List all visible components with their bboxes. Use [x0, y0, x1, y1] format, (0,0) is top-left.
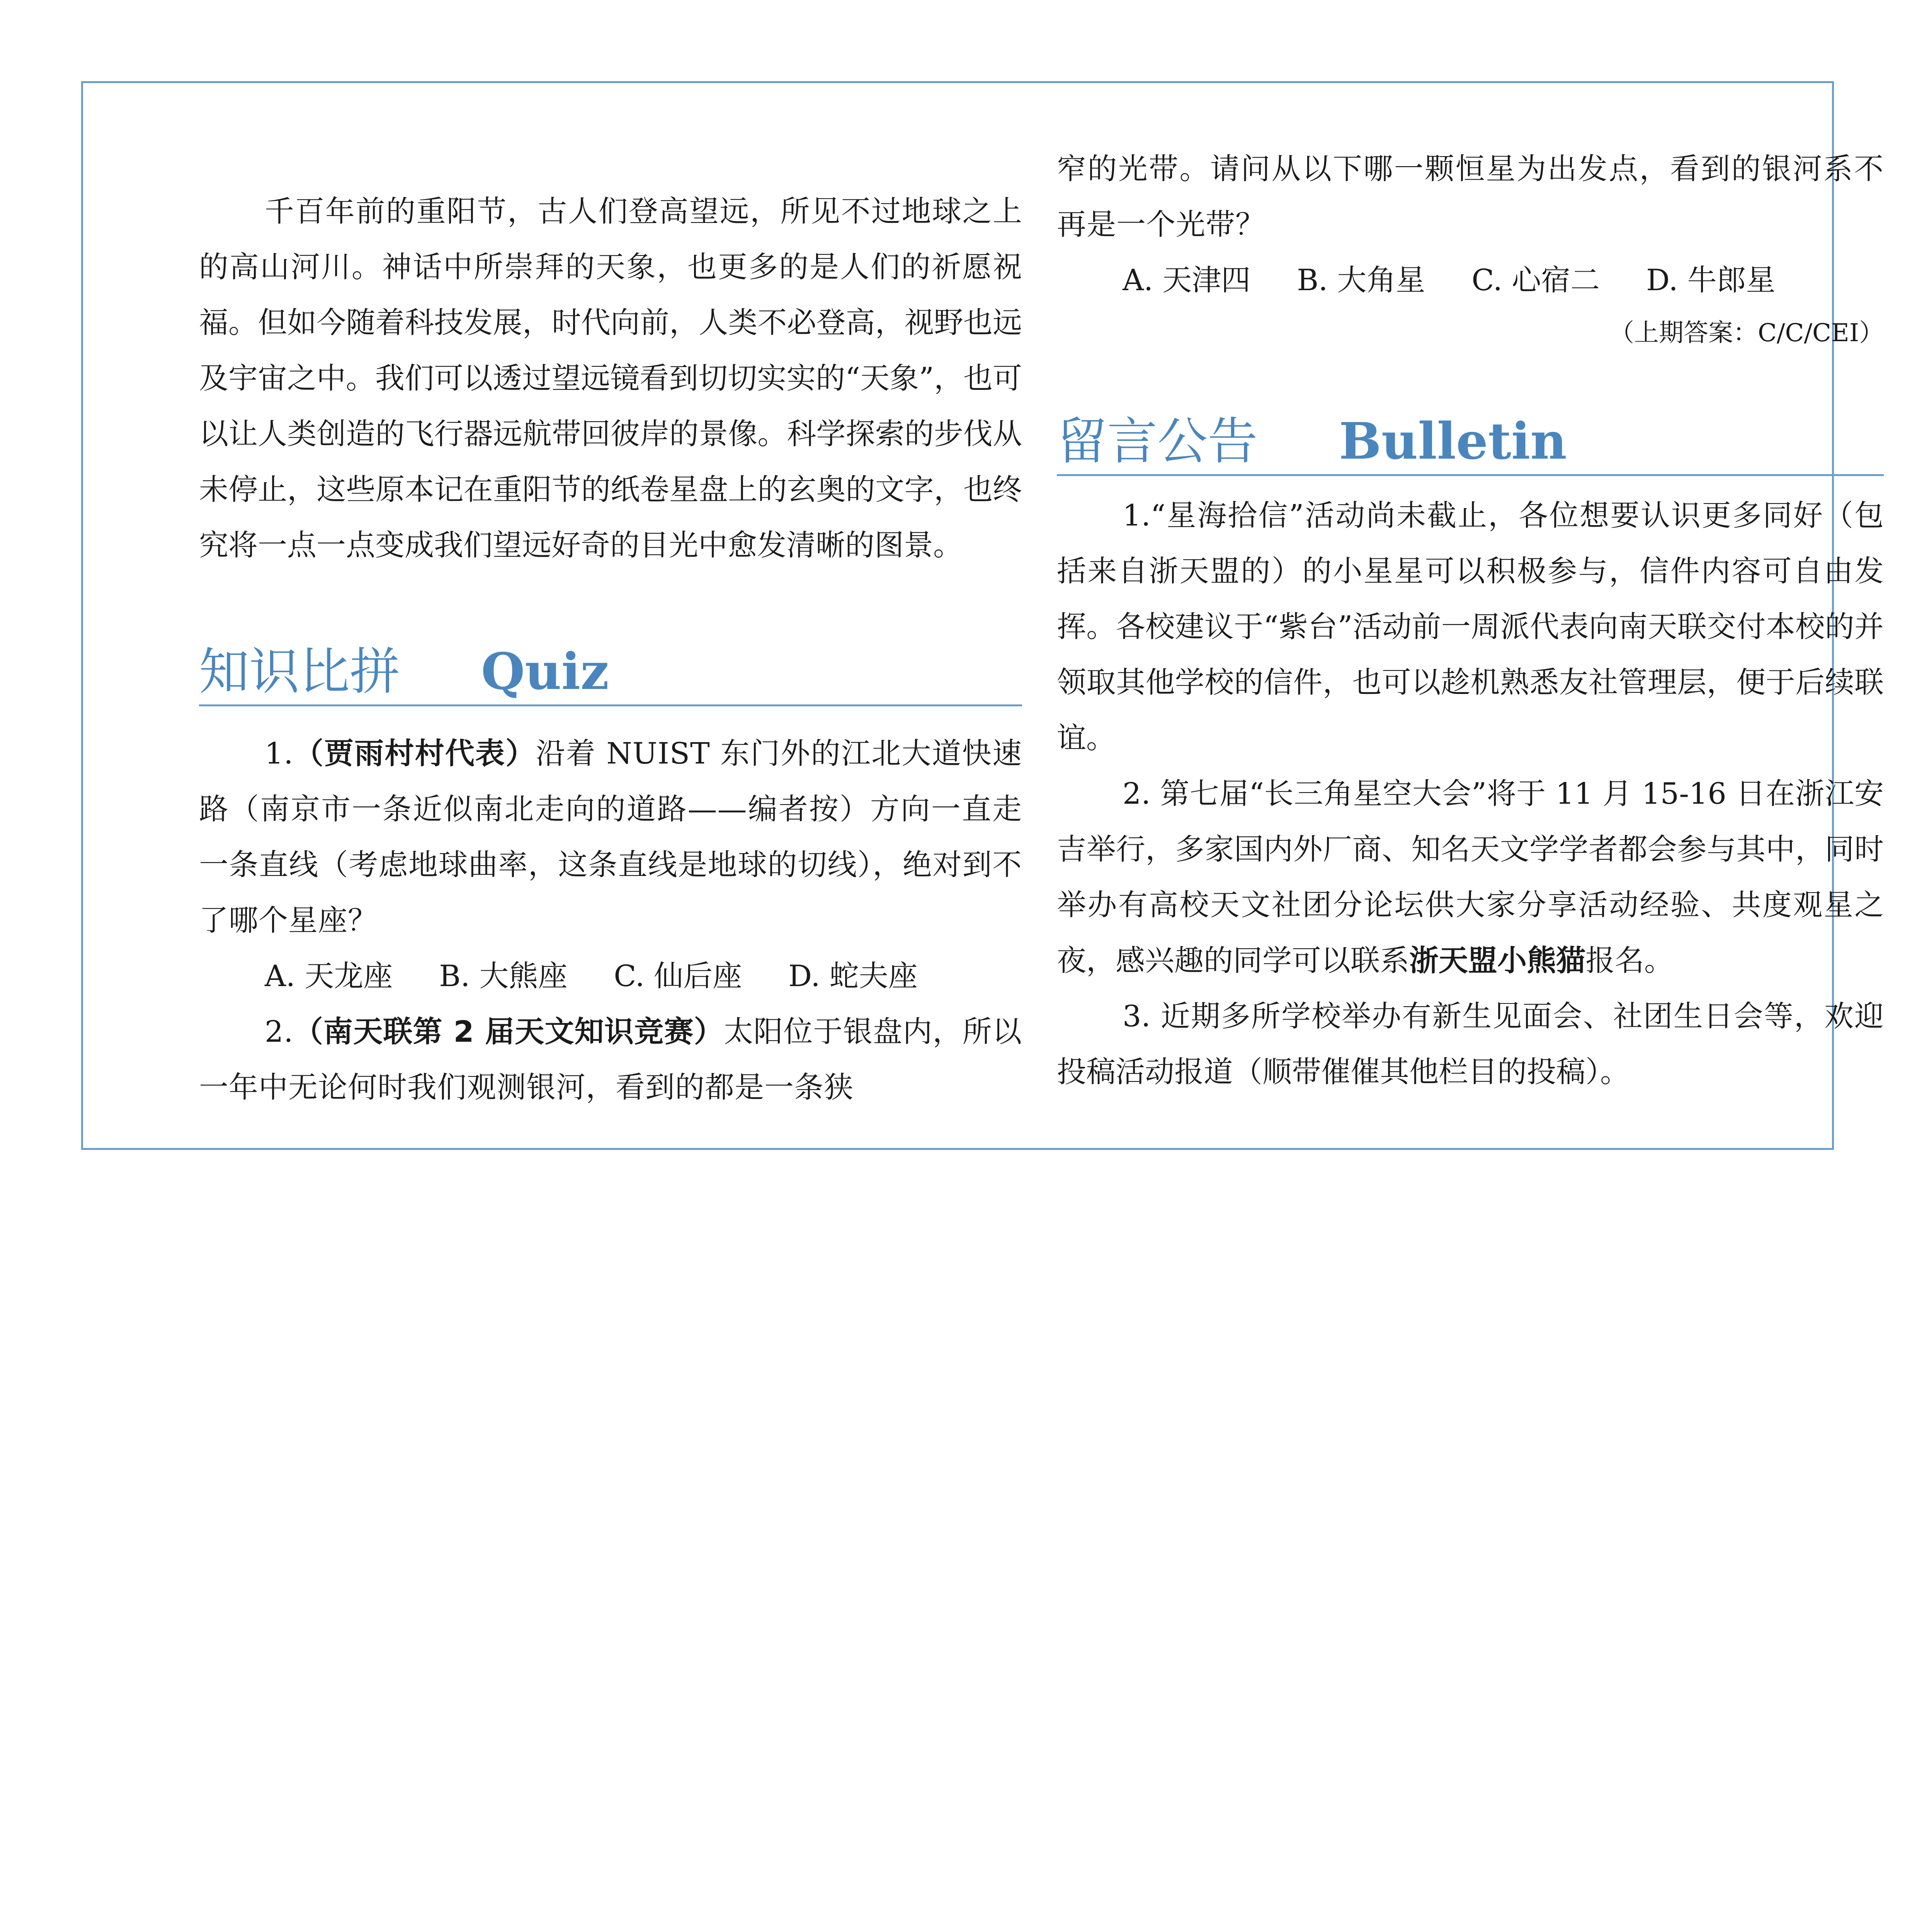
- q1-source: （贾雨村村代表）: [293, 736, 536, 770]
- quiz-question-1: [199, 726, 1022, 948]
- right-column: [1057, 151, 1884, 1100]
- bulletin-heading-zh: 留言公告: [1057, 412, 1258, 471]
- q1-option-c: C. 仙后座: [614, 959, 742, 993]
- last-issue-answer: （上期答案：C/C/CEI）: [1609, 319, 1884, 347]
- quiz-heading: [199, 635, 1022, 706]
- q2-option-d: D. 牛郎星: [1646, 263, 1776, 297]
- bulletin-item-2-end: 报名。: [1585, 943, 1674, 978]
- bulletin-heading: [1057, 405, 1884, 476]
- q2-text-left: 太阳位于银盘内，所以一年中无论何时我们观测银河，看到的都是一条狭: [199, 1014, 1022, 1104]
- content-frame: [81, 81, 1884, 1150]
- q2-number: 2.: [265, 1014, 294, 1049]
- quiz-heading-en: Quiz: [481, 642, 609, 701]
- q1-option-d: D. 蛇夫座: [788, 959, 918, 993]
- q2-option-c: C. 心宿二: [1471, 263, 1600, 297]
- intro-paragraph: 千百年前的重阳节，古人们登高望远，所见不过地球之上的高山河川。神话中所崇拜的天象，也更多的是人们的祈愿祝福。但如今随着科技发展，时代向前，人类不必登高，视野也远及宇宙之中。我们可以透过望远镜看到切切实实的“天象”，也可以让人类创造的飞行器远航带回彼岸的景像。科学探索的步伐从未停止，这些原本记在重阳节的纸卷星盘上的玄奥的文字，也终究将一点一点变成我们望远好奇的目光中愈发清晰的图景。: [199, 194, 1022, 562]
- bulletin-heading-en: Bulletin: [1339, 412, 1567, 471]
- bulletin-item-2-text: 2. 第七届“长三角星空大会”将于 11 月 15-16 日在浙江安吉举行，多家国内外厂商、知名天文学学者都会参与其中，同时举办有高校天文社团分论坛供大家分享活动经验、共度观星之夜，感兴趣的同学可以联系: [1057, 776, 1884, 978]
- left-column: [199, 184, 1022, 1115]
- q2-option-b: B. 大角星: [1297, 263, 1425, 297]
- quiz-heading-zh: 知识比拼: [199, 642, 400, 701]
- bulletin-item-2: [1057, 766, 1884, 988]
- bulletin-item-3: 3. 近期多所学校举办有新生见面会、社团生日会等，欢迎投稿活动报道（顺带催催其他栏目的投稿）。: [1057, 999, 1884, 1089]
- q2-option-a: A. 天津四: [1123, 263, 1251, 297]
- q1-text: 沿着 NUIST 东门外的江北大道快速路（南京市一条近似南北走向的道路——编者按）方向一直走一条直线（考虑地球曲率，这条直线是地球的切线），绝对到不了哪个星座？: [199, 736, 1022, 937]
- q2-text-continued: 窄的光带。请问从以下哪一颗恒星为出发点，看到的银河系不再是一个光带？: [1057, 151, 1884, 242]
- q2-source: （南天联第 2 届天文知识竞赛）: [293, 1014, 724, 1049]
- q1-number: 1.: [265, 736, 294, 770]
- bulletin-item-2-contact: 浙天盟小熊猫: [1409, 943, 1585, 978]
- q2-options: [1057, 252, 1884, 308]
- q1-option-a: A. 天龙座: [265, 959, 393, 993]
- quiz-question-2: [199, 1004, 1022, 1115]
- bulletin-item-1: 1.“星海拾信”活动尚未截止，各位想要认识更多同好（包括来自浙天盟的）的小星星可以积极参与，信件内容可自由发挥。各校建议于“紫台”活动前一周派代表向南天联交付本校的并领取其他学校的信件，也可以趁机熟悉友社管理层，便于后续联谊。: [1057, 498, 1884, 755]
- q1-options: [199, 948, 1022, 1004]
- q1-option-b: B. 大熊座: [439, 959, 568, 993]
